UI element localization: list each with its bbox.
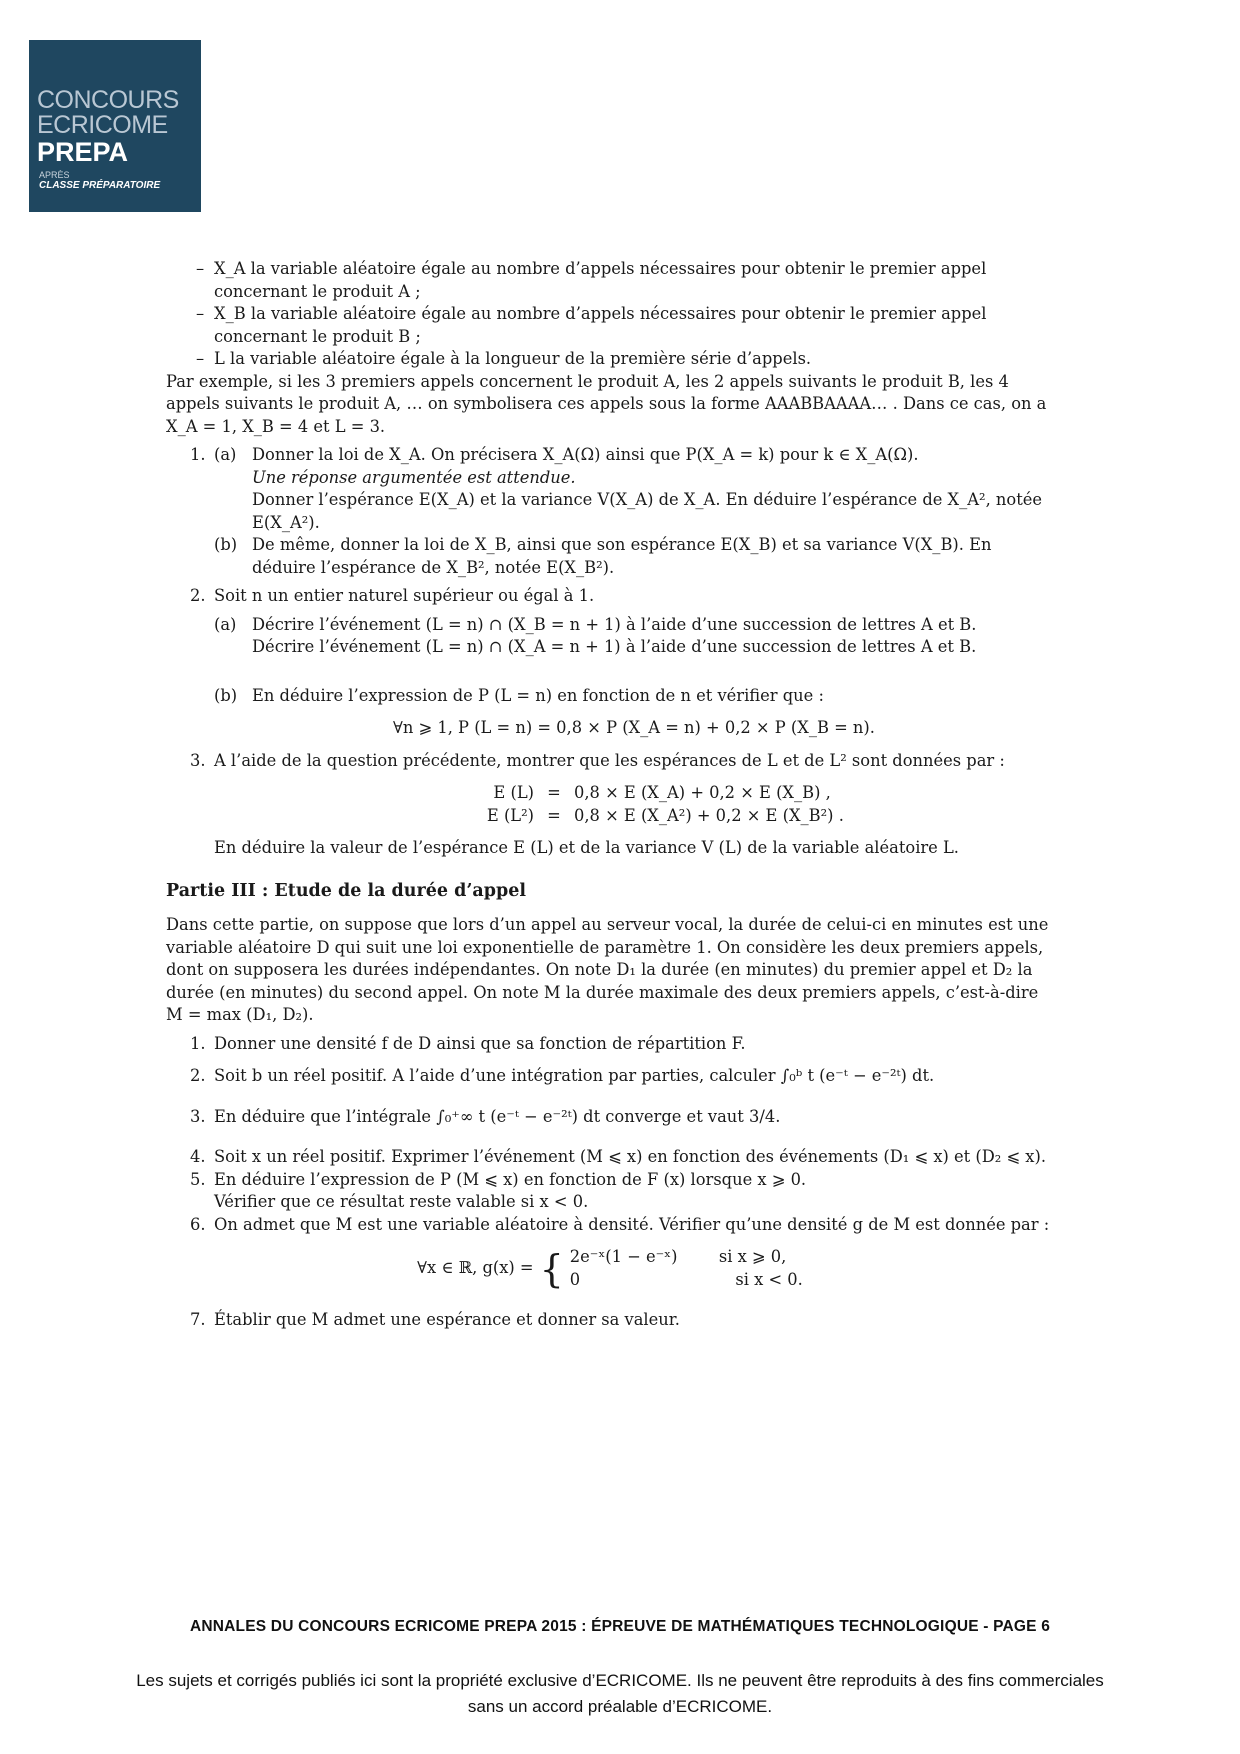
logo-line-ecricome: ECRICOME [37, 111, 168, 139]
question-2b: (b) En déduire l’expression de P (L = n) en fonction de n et vérifier que : [214, 685, 824, 705]
footer-copyright-note: Les sujets et corrigés publiés ici sont la propriété exclusive d’ECRICOME. Ils ne peuvent être reproduits à des fins commerciales sans un accord préalable d’ECRICOME. [136, 1671, 1104, 1716]
logo-line-prepa: PREPA [37, 137, 129, 167]
exam-content [166, 258, 1054, 1332]
equation-e-l2: E (L²) = 0,8 × E (X_A²) + 0,2 × E (X_B²) . [486, 805, 844, 825]
dash-icon: – [196, 304, 205, 323]
logo-line-concours: CONCOURS [37, 86, 179, 114]
example-paragraph: Par exemple, si les 3 premiers appels concernent le produit A, les 2 appels suivants le produit B, les 4 appels suivants le produit A, … on symbolisera ces appels sous la forme AAABBAAAA… . Dans ce cas, on a X_A = 1, X_B = 4 et L = 3. [166, 371, 1047, 436]
bullet-xa: – X_A la variable aléatoire égale au nombre d’appels nécessaires pour obtenir le premier appel concernant le produit A ; [196, 259, 987, 301]
question-2a: (a) Décrire l’événement (L = n) ∩ (X_B = n + 1) à l’aide d’une succession de lettres A et B. Décrire l’événement (L = n) ∩ (X_A = n + 1) à l’aide d’une succession de lettres A et B. [214, 614, 977, 656]
equation-e-l: E (L) = 0,8 × E (X_A) + 0,2 × E (X_B) , [493, 783, 831, 802]
brace-icon: { [539, 1246, 564, 1291]
part3-q5: 5. En déduire l’expression de P (M ⩽ x) en fonction de F (x) lorsque x ⩾ 0. [190, 1169, 807, 1189]
question-1b: (b) De même, donner la loi de X_B, ainsi que son espérance E(X_B) et sa variance V(X_B). En déduire l’espérance de X_B², notée E(X_B²). [214, 535, 992, 577]
question-3: 3. A l’aide de la question précédente, montrer que les espérances de L et de L² sont données par : E (L) = 0,8 × E (X_A) + 0,2 × E (X_B) , E (L²) = 0,8 × E (X_A²) + 0,2 × E (X_B²) . En déduire la valeur de l’espérance E (L) et de la variance V (L) de la variable aléatoire L. [166, 750, 1054, 860]
formula-p-l: ∀n ⩾ 1, P (L = n) = 0,8 × P (X_A = n) + 0,2 × P (X_B = n). [393, 718, 875, 737]
part3-q4: 4. Soit x un réel positif. Exprimer l’événement (M ⩽ x) en fonction des événements (D₁ ⩽ x) et (D₂ ⩽ x). [190, 1147, 1047, 1166]
question-2: 2. Soit n un entier naturel supérieur ou égal à 1. (a) Décrire l’événement (L = n) ∩ (X_B = n + 1) à l’aide d’une succession de lettres A et B. Décrire l’événement (L = n) ∩ (X_A = n + 1) à l’aide d’une succession de lettres A et B. (b) En déduire l’expression de P (L = n) en fonction de n et vérifier que : ∀n ⩾ 1, P (L = n) = 0,8 × P (X_A = n) + 0,2 × P (X_B = n). [166, 585, 1054, 740]
dash-icon: – [196, 259, 205, 278]
section-title-part-3: Partie III : Etude de la durée d’appel [166, 880, 527, 901]
part3-q2: 2. Soit b un réel positif. A l’aide d’une intégration par parties, calculer ∫₀ᵇ t (e⁻ᵗ − e⁻²ᵗ) dt. [190, 1066, 935, 1085]
part3-q1: 1. Donner une densité f de D ainsi que sa fonction de répartition F. [190, 1033, 746, 1053]
part3-q3: 3. En déduire que l’intégrale ∫₀⁺∞ t (e⁻ᵗ − e⁻²ᵗ) dt converge et vaut 3/4. [190, 1106, 781, 1126]
bullet-xb: – X_B la variable aléatoire égale au nombre d’appels nécessaires pour obtenir le premier appel concernant le produit B ; [196, 304, 987, 346]
part3-q6: 6. On admet que M est une variable aléatoire à densité. Vérifier qu’une densité g de M est donnée par : [190, 1214, 1050, 1234]
question-1: 1. (a) Donner la loi de X_A. On précisera X_A(Ω) ainsi que P(X_A = k) pour k ∈ X_A(Ω). Une réponse argumentée est attendue. Donner l’espérance E(X_A) et la variance V(X_A) de X_A. En déduire l’espérance de X_A², notée E(X_A²). (b) De même, donner la loi de X_B, ainsi que son espérance E(X_B) et sa variance V(X_B). En déduire l’espérance de X_B², notée E(X_B²). [166, 444, 1054, 579]
dash-icon: – [196, 349, 205, 368]
density-formula: ∀x ∈ ℝ, g(x) = { 2e⁻ˣ(1 − e⁻ˣ) si x ⩾ 0, 0 si x < 0. [417, 1246, 803, 1291]
part3-q5-check: Vérifier que ce résultat reste valable si x < 0. [214, 1192, 589, 1211]
part3-q7: 7. Établir que M admet une espérance et donner sa valeur. [190, 1310, 680, 1329]
logo-line-classe: CLASSE PRÉPARATOIRE [39, 180, 161, 191]
question-1a: (a) Donner la loi de X_A. On précisera X_A(Ω) ainsi que P(X_A = k) pour k ∈ X_A(Ω). Une réponse argumentée est attendue. Donner l’espérance E(X_A) et la variance V(X_A) de X_A. En déduire l’espérance de X_A², notée E(X_A²). [214, 445, 1043, 532]
footer-title: ANNALES DU CONCOURS ECRICOME PREPA 2015 : ÉPREUVE DE MATHÉMATIQUES TECHNOLOGIQUE - PAGE 6 [189, 1618, 1051, 1635]
ecricome-logo [29, 40, 201, 212]
bullet-l: – L la variable aléatoire égale à la longueur de la première série d’appels. [166, 348, 1054, 371]
logo-line-apres: APRÈS [39, 170, 70, 180]
part3-intro: Dans cette partie, on suppose que lors d’un appel au serveur vocal, la durée de celui-ci en minutes est une variable aléatoire D qui suit une loi exponentielle de paramètre 1. On considère les deux premiers appels, dont on supposera les durées indépendantes. On note D₁ la durée (en minutes) du premier appel et D₂ la durée (en minutes) du second appel. On note M la durée maximale des deux premiers appels, c’est-à-dire M = max (D₁, D₂). [166, 915, 1049, 1024]
